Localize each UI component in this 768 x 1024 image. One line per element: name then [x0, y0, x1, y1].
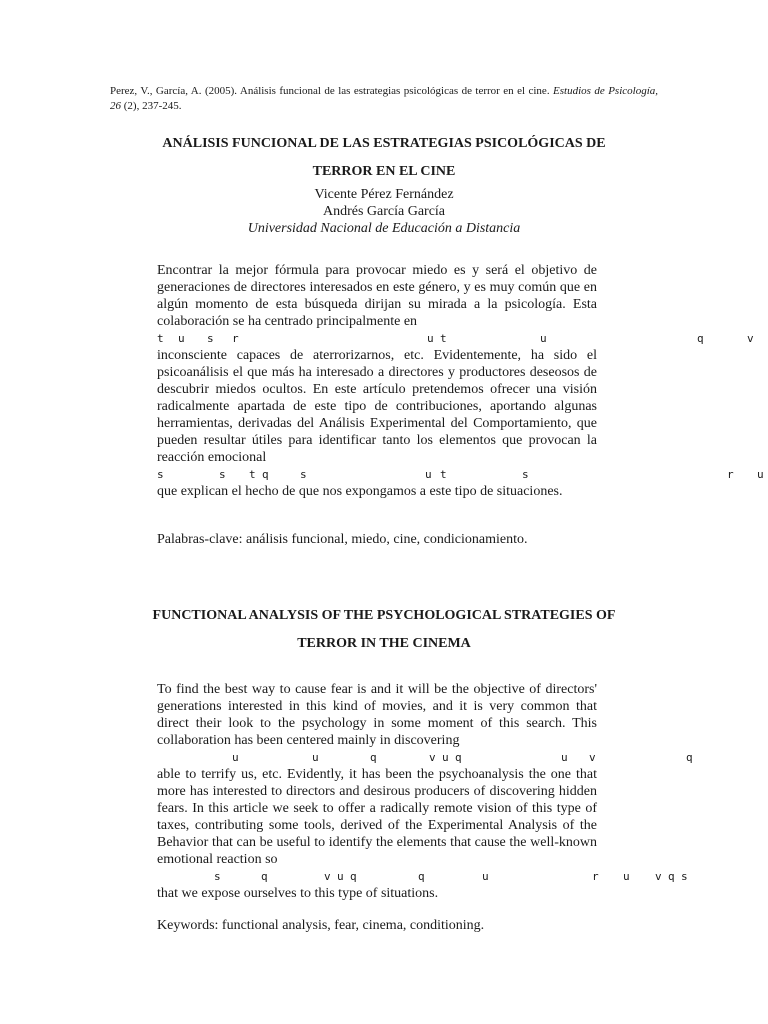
garbled-char: s [522, 468, 529, 481]
garbled-char: q [686, 751, 693, 764]
garbled-char: t [249, 468, 256, 481]
spanish-abstract-part-3: que explican el hecho de que nos expongamos a este tipo de situaciones. [157, 484, 563, 499]
garbled-char: u [425, 468, 432, 481]
english-garbled-line-1 [157, 749, 693, 766]
citation-journal: Estudios de Psicología, 26 [110, 85, 659, 112]
garbled-char: v [429, 751, 436, 764]
spanish-title [100, 130, 668, 186]
garbled-char: u [337, 870, 344, 883]
garbled-char: q [455, 751, 462, 764]
garbled-char: u [178, 332, 185, 345]
garbled-char: v [324, 870, 331, 883]
spanish-abstract-part-2: inconsciente capaces de aterrorizarnos, etc. Evidentemente, ha sido el psicoanálisis el que más ha interesado a directores y productores deseosos de descubrir miedos ocultos. En este artículo pretendemos ofrecer una visión radicalmente apartada de este tipo de contribuciones, aportando algunas herramientas, derivadas del Análisis Experimental del Comportamiento, que pueden resultar útiles para identificar tanto los elementos que provocan la reacción emocional [157, 348, 597, 465]
garbled-char: s [300, 468, 307, 481]
garbled-char: v [589, 751, 596, 764]
garbled-char: v [747, 332, 754, 345]
spanish-abstract [157, 262, 764, 500]
garbled-char: s [219, 468, 226, 481]
garbled-char: v [655, 870, 662, 883]
garbled-char: s [207, 332, 214, 345]
garbled-char: s [157, 468, 164, 481]
author-1: Vicente Pérez Fernández [314, 187, 454, 202]
garbled-char: u [561, 751, 568, 764]
citation-issue-pages: (2), 237-245. [123, 100, 182, 112]
english-title [100, 602, 668, 658]
garbled-char: q [697, 332, 704, 345]
spanish-abstract-part-1: Encontrar la mejor fórmula para provocar miedo es y será el objetivo de generaciones de directores interesados en este género, y es muy común que en algún momento de esta búsqueda dirijan su mirada a la psicología. Esta colaboración se ha centrado principalmente en [157, 263, 597, 329]
english-garbled-line-2 [157, 868, 688, 885]
spanish-title-line-1: ANÁLISIS FUNCIONAL DE LAS ESTRATEGIAS PSICOLÓGICAS DE [162, 136, 606, 151]
citation [110, 84, 658, 114]
english-abstract-part-3: that we expose ourselves to this type of situations. [157, 886, 439, 901]
author-2: Andrés García García [322, 204, 446, 219]
garbled-char: u [232, 751, 239, 764]
garbled-char: q [668, 870, 675, 883]
garbled-char: s [681, 870, 688, 883]
spanish-garbled-line-1 [157, 330, 754, 347]
english-keywords: Keywords: functional analysis, fear, cinema, conditioning. [157, 918, 485, 933]
garbled-char: t [440, 332, 447, 345]
garbled-char: r [592, 870, 599, 883]
garbled-char: q [261, 870, 268, 883]
english-title-line-2: TERROR IN THE CINEMA [297, 636, 471, 651]
garbled-char: r [727, 468, 734, 481]
garbled-char: q [350, 870, 357, 883]
spanish-title-line-2: TERROR EN EL CINE [312, 164, 456, 179]
english-title-line-1: FUNCTIONAL ANALYSIS OF THE PSYCHOLOGICAL STRATEGIES OF [152, 608, 616, 623]
english-abstract-part-1: To find the best way to cause fear is and it will be the objective of directors' generations interested in this kind of movies, and it is very common that direct their look to the psychology in some moment of this search. This collaboration has been centered mainly in discovering [157, 682, 597, 748]
garbled-char: q [370, 751, 377, 764]
garbled-char: u [312, 751, 319, 764]
garbled-char: q [262, 468, 269, 481]
garbled-char: u [442, 751, 449, 764]
garbled-char: u [427, 332, 434, 345]
garbled-char: u [482, 870, 489, 883]
author-block [100, 186, 668, 237]
garbled-char: u [540, 332, 547, 345]
garbled-char: u [757, 468, 764, 481]
garbled-char: t [440, 468, 447, 481]
garbled-char: t [157, 332, 164, 345]
garbled-char: r [232, 332, 239, 345]
english-abstract-part-2: able to terrify us, etc. Evidently, it has been the psychoanalysis the one that more has interested to directors and desirous producers of discovering hidden fears. In this article we seek to offer a radically remote vision of this type of taxes, contributing some tools, derived of the Experimental Analysis of the Behavior that can be useful to identify the elements that cause the well-known emotional reaction so [157, 767, 597, 867]
affiliation: Universidad Nacional de Educación a Distancia [247, 221, 521, 236]
spanish-keywords: Palabras-clave: análisis funcional, miedo, cine, condicionamiento. [157, 532, 528, 547]
garbled-char: u [623, 870, 630, 883]
garbled-char: q [418, 870, 425, 883]
garbled-char: s [214, 870, 221, 883]
english-abstract [157, 681, 693, 902]
spanish-garbled-line-2 [157, 466, 764, 483]
citation-authors: Perez, V., García, A. (2005). Análisis funcional de las estrategias psicológicas de terror en el cine. [110, 85, 550, 97]
